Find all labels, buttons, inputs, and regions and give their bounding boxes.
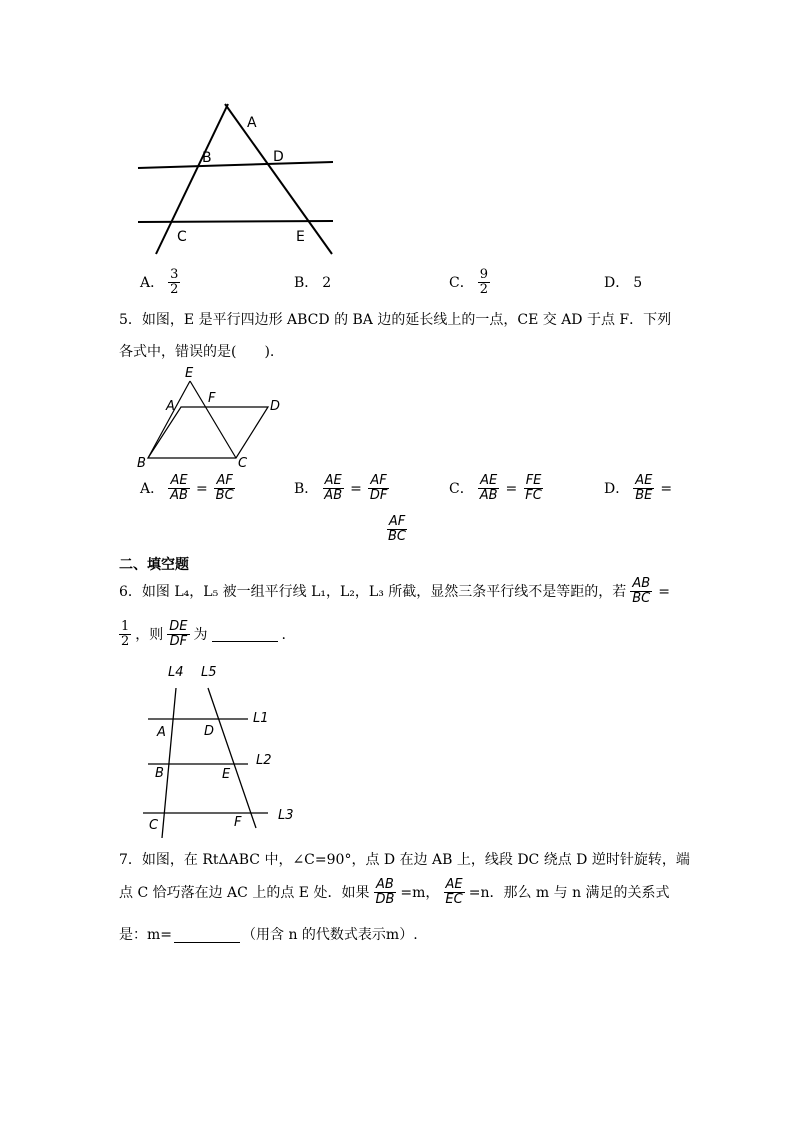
label-l5: L5 [201,665,217,680]
label-b: B [202,150,212,166]
q5-option-b[interactable] [294,474,389,503]
q7-text-n: =n．那么 m 与 n 满足的关系式 [468,884,670,901]
label-a: A [157,725,166,740]
denominator: AB [170,488,188,503]
denominator: 2 [479,282,488,297]
equals-sign: = [660,480,673,497]
option-letter: C． [449,480,474,497]
figure-parallel-lines [138,658,298,843]
denominator: BC [388,529,406,544]
denominator: FC [525,488,542,503]
fraction-ae-ec [443,878,464,907]
line-be [148,381,190,458]
numerator: FE [525,473,542,488]
q7-line2 [119,878,670,907]
q7-line3 [119,925,418,945]
numerator: 1 [121,619,130,634]
q6-line2 [119,620,286,649]
option-letter: A． [140,480,165,497]
answer-blank[interactable] [174,928,240,943]
q7-text-end: （用含 n 的代数式表示m）. [242,927,418,943]
option-letter: D． [604,275,630,291]
denominator: AB [479,488,498,503]
label-b: B [155,766,164,781]
numerator: AF [370,473,387,488]
fraction-right [386,515,408,544]
fraction-left [633,474,654,503]
q5-option-c[interactable] [449,474,544,503]
label-d: D [204,724,215,739]
denominator: BC [215,488,234,503]
label-f: F [208,391,216,406]
line-ce [138,221,333,222]
numerator: DE [169,619,188,634]
answer-blank[interactable] [212,627,278,642]
denominator: BC [632,591,651,606]
denominator: DF [169,634,188,649]
label-e: E [185,366,194,381]
denominator: EC [445,892,463,907]
section-title: 二、填空题 [119,557,189,573]
option-value: 5 [633,275,643,291]
label-l3: L3 [278,808,294,823]
label-c: C [238,456,248,471]
equals-sign: = [658,583,670,600]
label-b: B [137,456,146,471]
line-l5 [208,688,256,828]
label-l4: L4 [168,665,184,680]
denominator: 2 [121,634,130,649]
denominator: 2 [170,282,179,297]
option-letter: A． [140,274,165,291]
fraction-right [214,474,236,503]
label-l1: L1 [253,711,269,726]
q4-option-b[interactable] [294,273,331,293]
q6-text: 6．如图 L₄，L₅ 被一组平行线 L₁，L₂，L₃ 所截，显然三条平行线不是等距的，若 [119,583,627,600]
fraction-left [168,474,190,503]
figure-parallelogram [134,364,294,474]
q7-line1: 7．如图，在 RtΔABC 中，∠C=90°，点 D 在边 AB 上，线段 DC 绕点 D 逆时针旋转，端 [119,852,690,868]
option-letter: D． [604,480,630,497]
numerator: AE [324,473,342,488]
denominator: AB [324,488,343,503]
q7-text-m: =m， [400,884,440,901]
label-c: C [177,229,187,245]
q5-line2: 各式中，错误的是( ). [119,344,275,360]
numerator: AF [216,473,233,488]
parallelogram-abcd [148,407,268,458]
line-l4 [162,688,176,838]
line-ac [156,104,228,254]
label-e: E [222,767,231,782]
denominator: BE [635,488,653,503]
q7-text-start: 是：m= [119,927,173,943]
numerator: 3 [170,267,179,282]
numerator: AB [632,576,651,591]
label-f: F [234,815,242,830]
fraction [478,268,490,297]
q4-option-d[interactable] [604,273,642,293]
option-letter: C． [449,274,474,291]
numerator: AE [480,473,498,488]
label-a: A [247,115,257,131]
equals-sign: = [350,480,362,497]
label-a: A [166,399,175,414]
q6-text-end: . [281,626,286,643]
label-d: D [270,399,281,414]
option-value: 2 [322,275,332,291]
fraction-ab-db [373,878,396,907]
line-ae [225,104,332,254]
numerator: AE [170,473,188,488]
q5-option-d[interactable] [604,474,674,503]
q6-text-mid: ，则 [135,626,164,643]
denominator: DF [369,488,388,503]
label-d: D [273,149,284,165]
q7-text-a: 点 C 恰巧落在边 AC 上的点 E 处．如果 [119,884,370,901]
label-l2: L2 [256,753,272,768]
q4-option-c[interactable] [449,268,490,297]
line-bd [138,162,333,168]
fraction-right [368,474,390,503]
figure-triangle-parallel [130,98,345,258]
equals-sign: = [505,480,518,497]
label-c: C [149,818,159,833]
q6-text-tail: 为 [193,626,208,643]
fraction-left [478,474,500,503]
fraction-de-df [167,620,189,649]
q4-option-a[interactable] [140,268,180,297]
option-letter: B． [294,480,319,497]
q5-line1: 5．如图，E 是平行四边形 ABCD 的 BA 边的延长线上的一点，CE 交 AD 于点 F．下列 [119,312,672,328]
equals-sign: = [195,480,208,497]
fraction-right [523,474,544,503]
fraction [168,268,180,297]
fraction-ab-bc [630,577,652,606]
numerator: AF [388,514,406,529]
numerator: AE [445,877,463,892]
q5-option-d-continued [386,515,408,544]
denominator: DB [375,892,395,907]
option-letter: B． [294,275,319,291]
q6-line1 [119,577,672,606]
fraction-left [322,474,344,503]
fraction-half [119,620,131,649]
label-e: E [296,229,305,245]
numerator: AE [635,473,653,488]
q5-option-a[interactable] [140,474,236,503]
numerator: 9 [479,267,488,282]
numerator: AB [376,877,394,892]
